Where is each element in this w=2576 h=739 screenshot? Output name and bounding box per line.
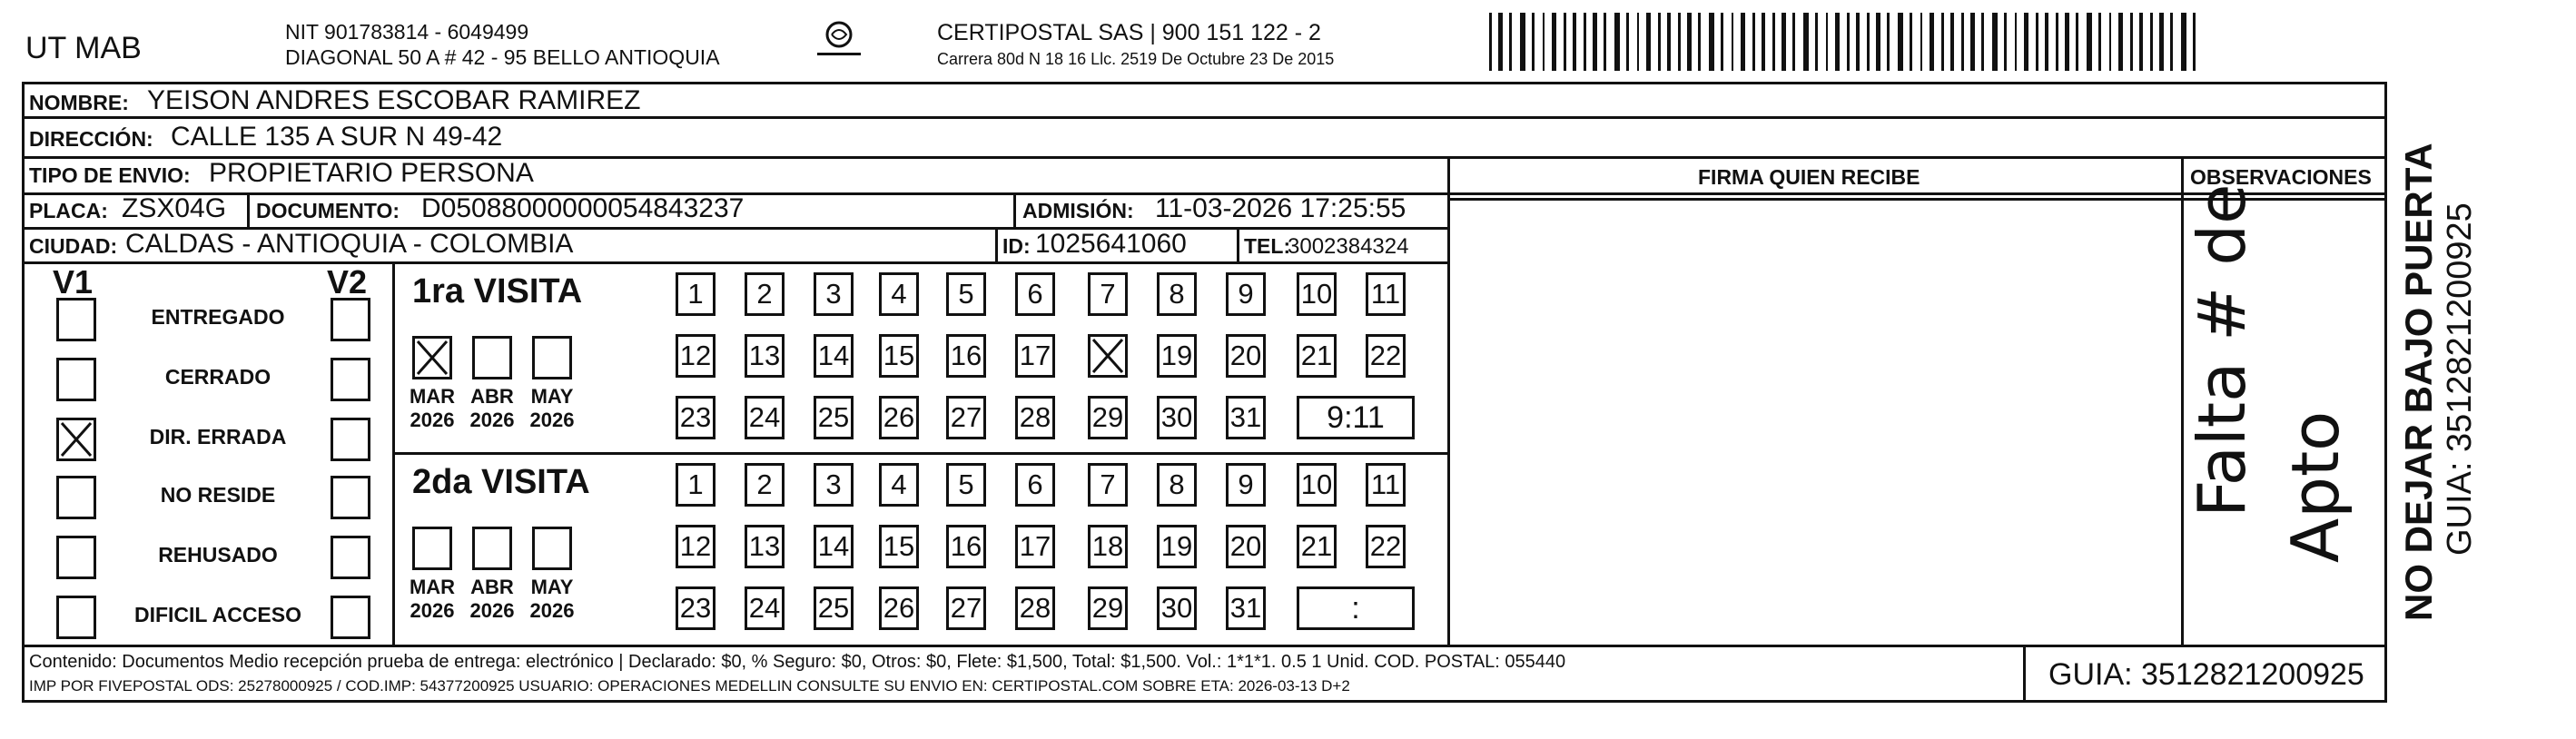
day-box[interactable]: 14 — [814, 334, 854, 378]
day-box[interactable]: 4 — [879, 272, 919, 316]
day-box[interactable]: 10 — [1297, 463, 1337, 507]
day-box[interactable]: 8 — [1157, 272, 1197, 316]
v2-checkbox[interactable] — [331, 358, 370, 401]
day-box[interactable]: 28 — [1015, 586, 1055, 630]
day-box[interactable]: 28 — [1015, 396, 1055, 439]
day-box[interactable]: 9 — [1226, 272, 1266, 316]
month-checkbox[interactable] — [532, 336, 572, 379]
day-box[interactable]: 1 — [676, 272, 716, 316]
month-label: MAR — [409, 576, 456, 598]
barcode — [1489, 13, 2206, 71]
month-label: ABR — [470, 385, 514, 408]
footer-guia: GUIA: 3512821200925 — [2048, 657, 2364, 692]
id-label: ID: — [1002, 234, 1031, 258]
day-box[interactable]: 2 — [745, 272, 785, 316]
month-year: 2026 — [529, 599, 575, 622]
day-box[interactable]: 14 — [814, 525, 854, 568]
day-box[interactable]: 5 — [946, 463, 986, 507]
signature-area[interactable] — [1451, 202, 2177, 643]
day-box[interactable]: 12 — [676, 334, 716, 378]
day-box[interactable]: 7 — [1088, 463, 1128, 507]
day-box[interactable]: 7 — [1088, 272, 1128, 316]
day-box[interactable]: 30 — [1157, 396, 1197, 439]
day-box[interactable]: 11 — [1366, 463, 1406, 507]
month-checkbox[interactable] — [412, 527, 452, 570]
status-label: CERRADO — [164, 365, 271, 389]
status-label: NO RESIDE — [160, 483, 276, 507]
type-label: TIPO DE ENVIO: — [29, 163, 191, 187]
day-box[interactable]: 9 — [1226, 463, 1266, 507]
time-box[interactable]: : — [1297, 586, 1415, 630]
day-box[interactable]: 5 — [946, 272, 986, 316]
v1-label: V1 — [53, 263, 94, 301]
admission-label: ADMISIÓN: — [1022, 199, 1134, 222]
month-year: 2026 — [410, 599, 455, 622]
company-address: DIAGONAL 50 A # 42 - 95 BELLO ANTIOQUIA — [285, 45, 720, 69]
company-name: UT MAB — [25, 31, 142, 65]
address-label: DIRECCIÓN: — [29, 127, 153, 151]
admission-value: 11-03-2026 17:25:55 — [1155, 193, 1406, 223]
day-box[interactable]: 23 — [676, 586, 716, 630]
day-box[interactable]: 22 — [1366, 334, 1406, 378]
day-box[interactable]: 6 — [1015, 463, 1055, 507]
day-box[interactable]: 27 — [946, 586, 986, 630]
day-box[interactable]: 19 — [1157, 525, 1197, 568]
plate-label: PLACA: — [29, 199, 108, 222]
v2-checkbox[interactable] — [331, 298, 370, 341]
month-year: 2026 — [410, 409, 455, 431]
month-year: 2026 — [469, 599, 515, 622]
v1-checkbox[interactable] — [56, 476, 96, 519]
day-box[interactable]: 22 — [1366, 525, 1406, 568]
day-box[interactable]: 17 — [1015, 525, 1055, 568]
day-box[interactable]: 8 — [1157, 463, 1197, 507]
plate-value: ZSX04G — [122, 193, 227, 223]
tel-value: 3002384324 — [1288, 234, 1409, 259]
observations-header: OBSERVACIONES — [2190, 165, 2372, 189]
day-box[interactable]: 21 — [1297, 334, 1337, 378]
footer-line-2: IMP POR FIVEPOSTAL ODS: 25278000925 / COD.IMP: 54377200925 USUARIO: OPERACIONES MEDELLIN CONSULTE SU ENVIO EN: CERTIPOSTAL.COM SOBRE ETA: 2026-03-13 D+2 — [29, 677, 1350, 695]
day-box[interactable]: 21 — [1297, 525, 1337, 568]
month-year: 2026 — [469, 409, 515, 431]
observations-handwriting-2: Apto — [2277, 410, 2354, 563]
day-box[interactable]: 16 — [946, 525, 986, 568]
month-label: MAY — [530, 385, 574, 408]
day-box[interactable]: 24 — [745, 396, 785, 439]
day-box[interactable]: 13 — [745, 334, 785, 378]
side-guia: GUIA: 3512821200925 — [2441, 202, 2479, 556]
cross-mark-icon — [59, 420, 94, 458]
name-value: YEISON ANDRES ESCOBAR RAMIREZ — [147, 85, 641, 115]
day-box[interactable]: 25 — [814, 396, 854, 439]
month-checkbox[interactable] — [412, 336, 452, 379]
day-box[interactable]: 17 — [1015, 334, 1055, 378]
day-box[interactable]: 12 — [676, 525, 716, 568]
day-box[interactable]: 27 — [946, 396, 986, 439]
month-year: 2026 — [529, 409, 575, 431]
day-box[interactable]: 18 — [1088, 525, 1128, 568]
name-label: NOMBRE: — [29, 91, 129, 114]
day-box[interactable]: 23 — [676, 396, 716, 439]
address-value: CALLE 135 A SUR N 49-42 — [171, 122, 503, 152]
day-box[interactable]: 20 — [1226, 334, 1266, 378]
v2-checkbox[interactable] — [331, 536, 370, 579]
day-box[interactable]: 29 — [1088, 396, 1128, 439]
day-box[interactable]: 13 — [745, 525, 785, 568]
city-label: CIUDAD: — [29, 234, 118, 258]
v2-checkbox[interactable] — [331, 476, 370, 519]
cross-mark-icon — [1091, 337, 1125, 375]
month-label: MAY — [530, 576, 574, 598]
v2-checkbox[interactable] — [331, 596, 370, 639]
carrier-license: Carrera 80d N 18 16 Llc. 2519 De Octubre 23 De 2015 — [937, 50, 1335, 68]
v1-checkbox[interactable] — [56, 596, 96, 639]
day-box[interactable] — [1088, 334, 1128, 378]
day-box[interactable]: 4 — [879, 463, 919, 507]
document-label: DOCUMENTO: — [256, 199, 400, 222]
day-box[interactable]: 19 — [1157, 334, 1197, 378]
day-box[interactable]: 26 — [879, 396, 919, 439]
v1-checkbox[interactable] — [56, 298, 96, 341]
type-value: PROPIETARIO PERSONA — [209, 158, 534, 188]
day-box[interactable]: 31 — [1226, 396, 1266, 439]
month-label: MAR — [409, 385, 456, 408]
day-box[interactable]: 6 — [1015, 272, 1055, 316]
month-checkbox[interactable] — [472, 336, 512, 379]
carrier-name: CERTIPOSTAL SAS | 900 151 122 - 2 — [937, 20, 1321, 45]
day-box[interactable]: 3 — [814, 463, 854, 507]
certipostal-logo — [812, 20, 866, 65]
day-box[interactable]: 31 — [1226, 586, 1266, 630]
day-box[interactable]: 29 — [1088, 586, 1128, 630]
city-value: CALDAS - ANTIOQUIA - COLOMBIA — [125, 229, 574, 259]
day-box[interactable]: 26 — [879, 586, 919, 630]
day-box[interactable]: 25 — [814, 586, 854, 630]
day-box[interactable]: 24 — [745, 586, 785, 630]
visit-title: 2da VISITA — [412, 463, 590, 501]
v1-checkbox[interactable] — [56, 418, 96, 461]
company-nit: NIT 901783814 - 6049499 — [285, 20, 529, 44]
day-box[interactable]: 15 — [879, 525, 919, 568]
time-box[interactable]: 9:11 — [1297, 396, 1415, 439]
month-label: ABR — [470, 576, 514, 598]
month-checkbox[interactable] — [532, 527, 572, 570]
status-label: DIR. ERRADA — [149, 425, 287, 448]
signature-header: FIRMA QUIEN RECIBE — [1698, 165, 1920, 189]
day-box[interactable]: 15 — [879, 334, 919, 378]
month-checkbox[interactable] — [472, 527, 512, 570]
v2-checkbox[interactable] — [331, 418, 370, 461]
day-box[interactable]: 10 — [1297, 272, 1337, 316]
v2-label: V2 — [327, 263, 368, 301]
day-box[interactable]: 1 — [676, 463, 716, 507]
status-label: REHUSADO — [158, 543, 278, 567]
id-value: 1025641060 — [1035, 229, 1187, 259]
visit-title: 1ra VISITA — [412, 272, 583, 310]
side-warning: NO DEJAR BAJO PUERTA — [2397, 143, 2440, 621]
observations-handwriting-1: Falta # de — [2184, 183, 2260, 517]
footer-line-1: Contenido: Documentos Medio recepción prueba de entrega: electrónico | Declarado: $0, % Seguro: $0, Otros: $0, Flete: $1,500, Total: $1,500. Vol.: 1*1*1. 0.5 1 Unid. COD. POSTAL: 055440 — [29, 652, 1566, 672]
day-box[interactable]: 3 — [814, 272, 854, 316]
day-box[interactable]: 2 — [745, 463, 785, 507]
cross-mark-icon — [415, 339, 449, 377]
tel-label: TEL: — [1244, 234, 1291, 258]
status-label: ENTREGADO — [151, 305, 285, 329]
day-box[interactable]: 20 — [1226, 525, 1266, 568]
day-box[interactable]: 30 — [1157, 586, 1197, 630]
status-label: DIFICIL ACCESO — [133, 603, 301, 626]
v1-checkbox[interactable] — [56, 536, 96, 579]
day-box[interactable]: 16 — [946, 334, 986, 378]
v1-checkbox[interactable] — [56, 358, 96, 401]
document-value: D05088000000054843237 — [421, 193, 745, 223]
day-box[interactable]: 11 — [1366, 272, 1406, 316]
